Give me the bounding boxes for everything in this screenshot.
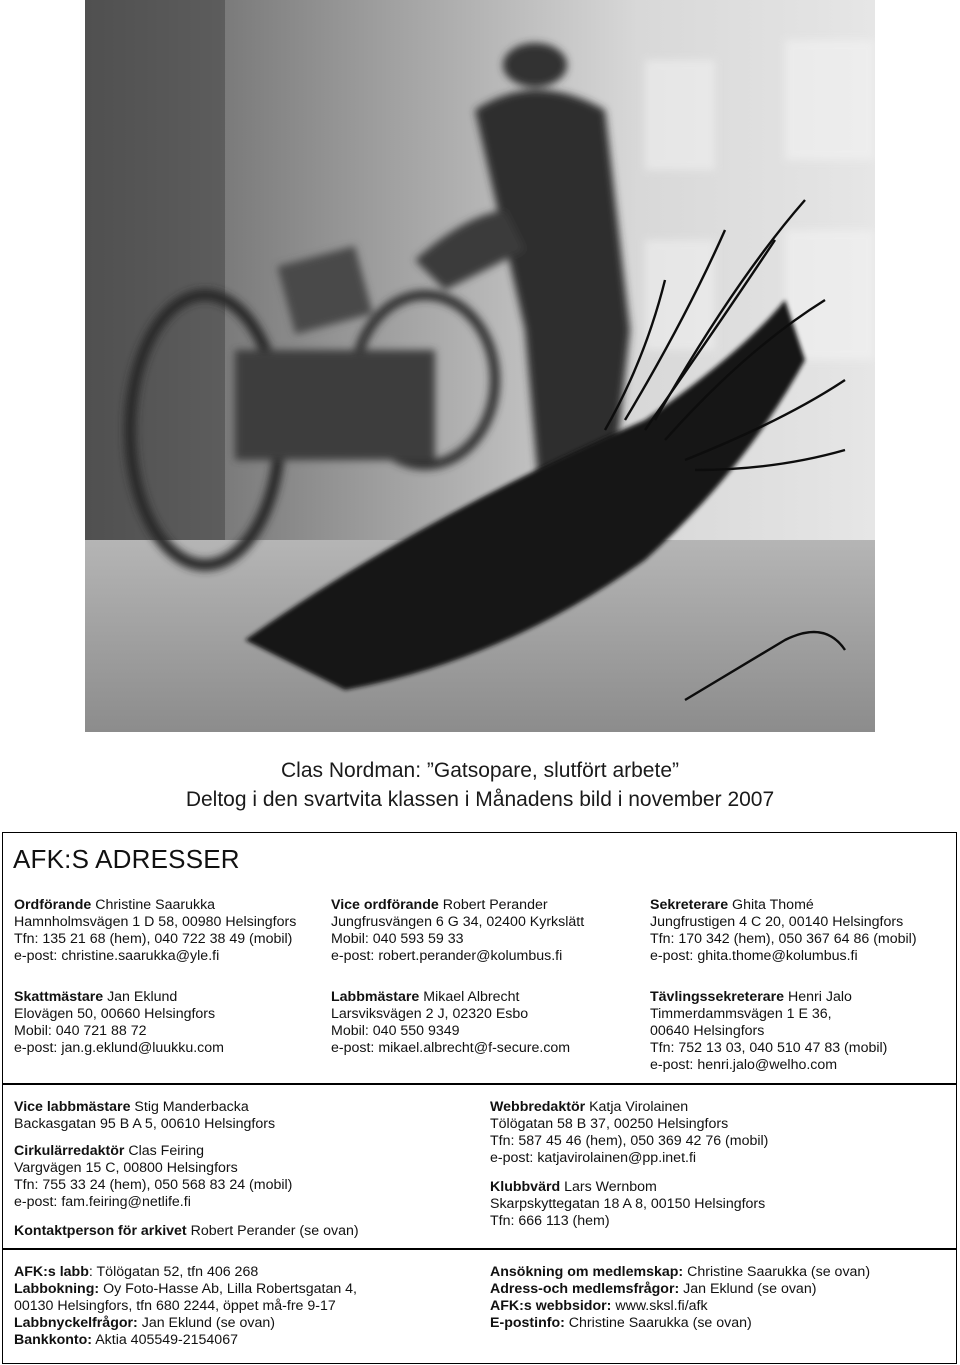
info-text: Christine Saarukka (se ovan) (683, 1264, 871, 1280)
info-text: : Tölögatan 52, tfn 406 268 (88, 1264, 259, 1280)
info-label: E-postinfo: (490, 1315, 565, 1331)
caption-title: Clas Nordman: ”Gatsopare, slutfört arbete” (281, 759, 679, 782)
contact-ordforande (14, 897, 296, 965)
phone: Tfn: 135 21 68 (hem), 040 722 38 49 (mobil) (14, 931, 293, 947)
person-name: Robert Perander (438, 897, 548, 913)
address-postal: 00640 Helsingfors (650, 1023, 765, 1039)
info-label: AFK:s labb (14, 1264, 89, 1280)
phone: Mobil: 040 550 9349 (331, 1023, 460, 1039)
email: e-post: henri.jalo@welho.com (650, 1057, 838, 1073)
person-name: Stig Manderbacka (130, 1099, 249, 1115)
person-name: Ghita Thomé (728, 897, 814, 913)
info-text: Oy Foto-Hasse Ab, Lilla Robertsgatan 4, (99, 1281, 357, 1297)
phone: Tfn: 752 13 03, 040 510 47 83 (mobil) (650, 1040, 888, 1056)
address: Skarpskyttegatan 18 A 8, 00150 Helsingfors (490, 1196, 766, 1212)
email: e-post: mikael.albrecht@f-secure.com (331, 1040, 571, 1056)
email: e-post: ghita.thome@kolumbus.fi (650, 948, 858, 964)
address: Timmerdammsvägen 1 E 36, (650, 1006, 832, 1022)
email: e-post: fam.feiring@netlife.fi (14, 1194, 191, 1210)
person-name: Henri Jalo (784, 989, 852, 1005)
role-label: Kontaktperson för arkivet (14, 1223, 187, 1239)
contact-vice-ordforande (331, 897, 584, 965)
address: Vargvägen 15 C, 00800 Helsingfors (14, 1160, 238, 1176)
role-label: Vice ordförande (331, 897, 439, 913)
info-epostinfo (490, 1315, 870, 1332)
info-label: Labbnyckelfrågor: (14, 1315, 138, 1331)
photo-caption (0, 756, 960, 814)
person-name: Jan Eklund (103, 989, 178, 1005)
contact-arkiv (14, 1223, 359, 1240)
info-labbokning-line2: 00130 Helsingfors, tfn 680 2244, öppet må-fre 9-17 (14, 1298, 336, 1314)
role-label: Tävlingssekreterare (650, 989, 785, 1005)
role-label: Sekreterare (650, 897, 729, 913)
role-label: Vice labbmästare (14, 1099, 131, 1115)
section-heading: AFK:S ADRESSER (13, 844, 240, 874)
contact-cirkularredaktor (14, 1143, 292, 1211)
photo-image (85, 0, 875, 732)
role-label: Labbmästare (331, 989, 420, 1005)
info-webbsidor (490, 1298, 870, 1315)
contact-webbredaktor (490, 1099, 768, 1167)
phone: Tfn: 666 113 (hem) (490, 1213, 610, 1229)
info-label: Labbokning: (14, 1281, 100, 1297)
role-label: Skattmästare (14, 989, 104, 1005)
role-label: Webbredaktör (490, 1099, 586, 1115)
role-label: Cirkulärredaktör (14, 1143, 125, 1159)
info-bankkonto (14, 1332, 357, 1349)
phone: Mobil: 040 721 88 72 (14, 1023, 147, 1039)
contact-sekreterare (650, 897, 917, 965)
info-label: Bankkonto: (14, 1332, 93, 1348)
contact-labbmastare (331, 989, 570, 1057)
info-labbnyckel (14, 1315, 357, 1332)
person-name: Christine Saarukka (91, 897, 216, 913)
role-label: Klubbvärd (490, 1179, 561, 1195)
info-labb (14, 1264, 357, 1281)
info-left (14, 1264, 357, 1349)
email: e-post: robert.perander@kolumbus.fi (331, 948, 563, 964)
caption-subtitle: Deltog i den svartvita klassen i Månadens bild i november 2007 (185, 788, 775, 811)
address: Jungfrusvängen 6 G 34, 02400 Kyrkslätt (331, 914, 585, 930)
website-link[interactable]: www.sksl.fi/afk (611, 1298, 708, 1314)
address: Jungfrustigen 4 C 20, 00140 Helsingfors (650, 914, 904, 930)
address: Elovägen 50, 00660 Helsingfors (14, 1006, 216, 1022)
email: e-post: christine.saarukka@yle.fi (14, 948, 220, 964)
info-label: Adress-och medlemsfrågor: (490, 1281, 680, 1297)
contact-vice-labbmastare (14, 1099, 275, 1133)
phone: Tfn: 170 342 (hem), 050 367 64 86 (mobil) (650, 931, 917, 947)
phone: Tfn: 755 33 24 (hem), 050 568 83 24 (mobil) (14, 1177, 293, 1193)
info-ansokning (490, 1264, 870, 1281)
person-name: Katja Virolainen (585, 1099, 689, 1115)
info-labbokning (14, 1281, 357, 1298)
role-label: Ordförande (14, 897, 92, 913)
address: Tölögatan 58 B 37, 00250 Helsingfors (490, 1116, 729, 1132)
person-name: Lars Wernbom (560, 1179, 657, 1195)
contact-skattmastare (14, 989, 224, 1057)
person-name: Clas Feiring (124, 1143, 205, 1159)
email: e-post: jan.g.eklund@luukku.com (14, 1040, 224, 1056)
info-adress (490, 1281, 870, 1298)
contact-tavlingssekreterare (650, 989, 887, 1074)
person-name: Robert Perander (se ovan) (186, 1223, 359, 1239)
info-text: Jan Eklund (se ovan) (137, 1315, 276, 1331)
phone: Mobil: 040 593 59 33 (331, 931, 464, 947)
address: Larsviksvägen 2 J, 02320 Esbo (331, 1006, 529, 1022)
info-label: Ansökning om medlemskap: (490, 1264, 684, 1280)
info-label: AFK:s webbsidor: (490, 1298, 612, 1314)
info-right (490, 1264, 870, 1332)
info-text: Aktia 405549-2154067 (92, 1332, 238, 1348)
email: e-post: katjavirolainen@pp.inet.fi (490, 1150, 697, 1166)
address: Backasgatan 95 B A 5, 00610 Helsingfors (14, 1116, 276, 1132)
photo-street-sweeper (85, 0, 875, 732)
contact-klubbvard (490, 1179, 765, 1230)
info-text: Jan Eklund (se ovan) (679, 1281, 817, 1297)
person-name: Mikael Albrecht (419, 989, 520, 1005)
phone: Tfn: 587 45 46 (hem), 050 369 42 76 (mobil) (490, 1133, 769, 1149)
address: Hamnholmsvägen 1 D 58, 00980 Helsingfors (14, 914, 297, 930)
info-text: Christine Saarukka (se ovan) (564, 1315, 752, 1331)
